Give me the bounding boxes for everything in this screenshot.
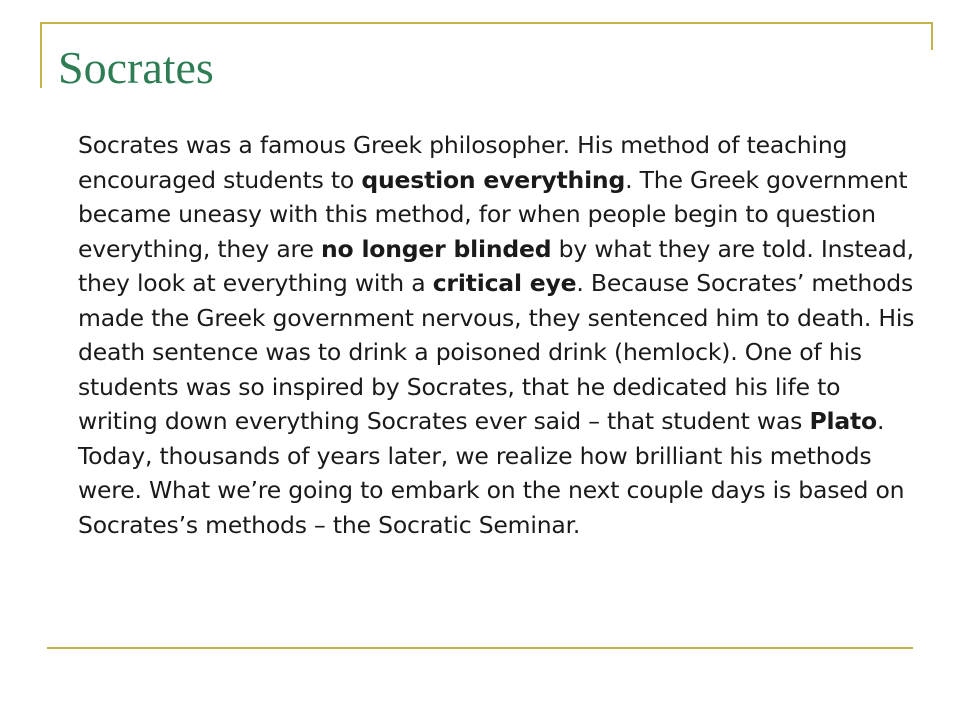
bottom-accent-rule — [47, 647, 913, 649]
emphasis-no-longer-blinded: no longer blinded — [321, 234, 552, 263]
body-paragraph — [78, 128, 923, 542]
emphasis-critical-eye: critical eye — [432, 269, 577, 297]
emphasis-plato: Plato — [809, 407, 877, 435]
emphasis-question-everything: question everything — [361, 165, 626, 194]
right-accent-rule — [931, 22, 933, 50]
top-accent-rule — [40, 22, 933, 24]
slide-title: Socrates — [58, 42, 214, 93]
paragraph-segment: . The Greek government became uneasy with this method, for when people begin to question everything, they are — [78, 165, 908, 263]
left-accent-rule — [40, 22, 42, 88]
paragraph-segment: Socrates was a famous Greek philosopher. His method of teaching encouraged students to — [78, 131, 848, 194]
paragraph-segment: . Because Socrates’ methods made the Greek government nervous, they sentenced him to death. His death sentence was to drink a poisoned drink (hemlock). One of his students was so inspired by Socrates, that he dedicated his life to writing down everything Socrates ever said – that student was — [78, 269, 915, 435]
paragraph-segment: . Today, thousands of years later, we realize how brilliant his methods were. What we’re going to embark on the next couple days is based on Socrates’s methods – the Socratic Seminar. — [78, 407, 905, 539]
paragraph-segment: by what they are told. Instead, they look at everything with a — [78, 234, 914, 297]
